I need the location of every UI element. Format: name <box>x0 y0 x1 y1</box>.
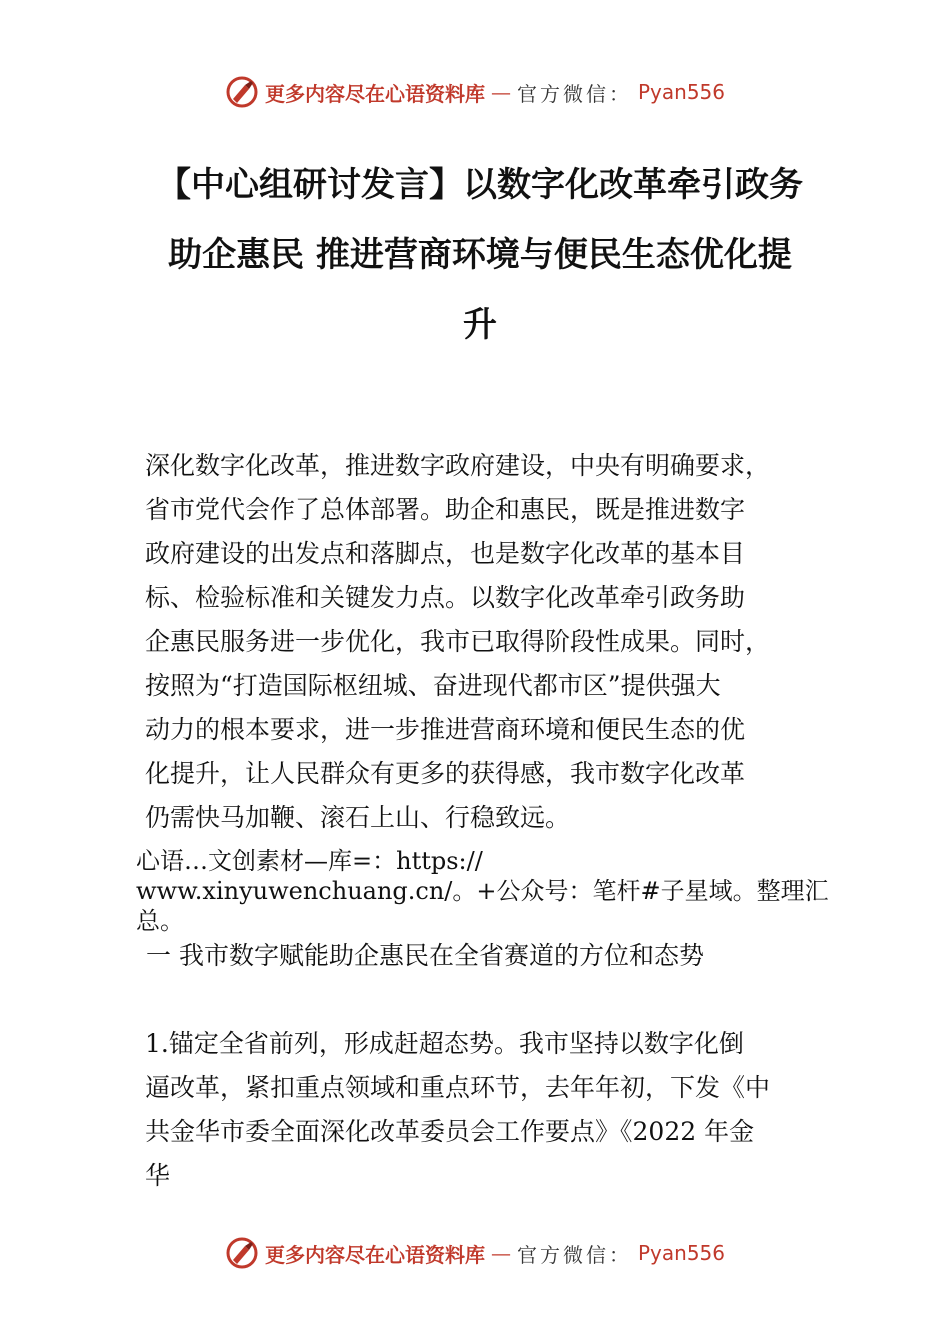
banner-wechat-id: Pyan556 <box>637 1241 725 1265</box>
section-heading: 一 我市数字赋能助企惠民在全省赛道的方位和态势 <box>146 941 704 970</box>
brand-logo-icon <box>225 75 259 109</box>
banner-dash: — <box>490 1241 511 1265</box>
note-line: 心语…文创素材—库=：https:// <box>136 847 483 875</box>
paragraph-line: 逼改革，紧扣重点领域和重点环节，去年年初，下发《中 <box>145 1073 771 1102</box>
paragraph-line: 仍需快马加鞭、滚石上山、行稳致远。 <box>145 803 571 832</box>
paragraph-line: 华 <box>145 1161 171 1190</box>
header-banner <box>0 72 950 112</box>
paragraph-line: 动力的根本要求，进一步推进营商环境和便民生态的优 <box>145 715 746 744</box>
title-line: 助企惠民 推进营商环境与便民生态优化提 <box>168 235 792 275</box>
paragraph-line: 化提升，让人民群众有更多的获得感，我市数字化改革 <box>145 759 746 788</box>
note-line: www.xinyuwenchuang.cn/。+公众号：笔杆#子星域。整理汇 <box>136 877 829 905</box>
title-line: 【中心组研讨发言】以数字化改革牵引政务 <box>157 165 803 205</box>
paragraph-line: 标、检验标准和关键发力点。以数字化改革牵引政务助 <box>145 583 746 612</box>
paragraph-line: 企惠民服务进一步优化，我市已取得阶段性成果。同时， <box>145 627 771 656</box>
paragraph-line: 按照为“打造国际枢纽城、奋进现代都市区”提供强大 <box>145 671 721 700</box>
section-paragraph <box>145 1022 835 1198</box>
banner-slogan: 更多内容尽在心语资料库 <box>264 1242 485 1267</box>
paragraph-line: 共金华市委全面深化改革委员会工作要点》《2022 年金 <box>145 1117 755 1146</box>
banner-slogan: 更多内容尽在心语资料库 <box>264 81 485 106</box>
paragraph-line: 政府建设的出发点和落脚点，也是数字化改革的基本目 <box>145 539 746 568</box>
note-line: 总。 <box>136 907 184 935</box>
paragraph-line: 1.锚定全省前列，形成赶超态势。我市坚持以数字化倒 <box>145 1029 744 1058</box>
intro-paragraph <box>145 444 835 840</box>
banner-wechat-label: 官方微信： <box>516 81 632 106</box>
paragraph-line: 深化数字化改革，推进数字政府建设，中央有明确要求， <box>145 451 771 480</box>
source-note <box>136 846 856 936</box>
footer-banner <box>0 1233 950 1273</box>
banner-dash: — <box>490 80 511 104</box>
document-title <box>140 150 820 360</box>
brand-logo-icon <box>225 1236 259 1270</box>
title-line: 升 <box>463 305 497 345</box>
paragraph-line: 省市党代会作了总体部署。助企和惠民，既是推进数字 <box>145 495 746 524</box>
banner-wechat-label: 官方微信： <box>516 1242 632 1267</box>
banner-wechat-id: Pyan556 <box>637 80 725 104</box>
